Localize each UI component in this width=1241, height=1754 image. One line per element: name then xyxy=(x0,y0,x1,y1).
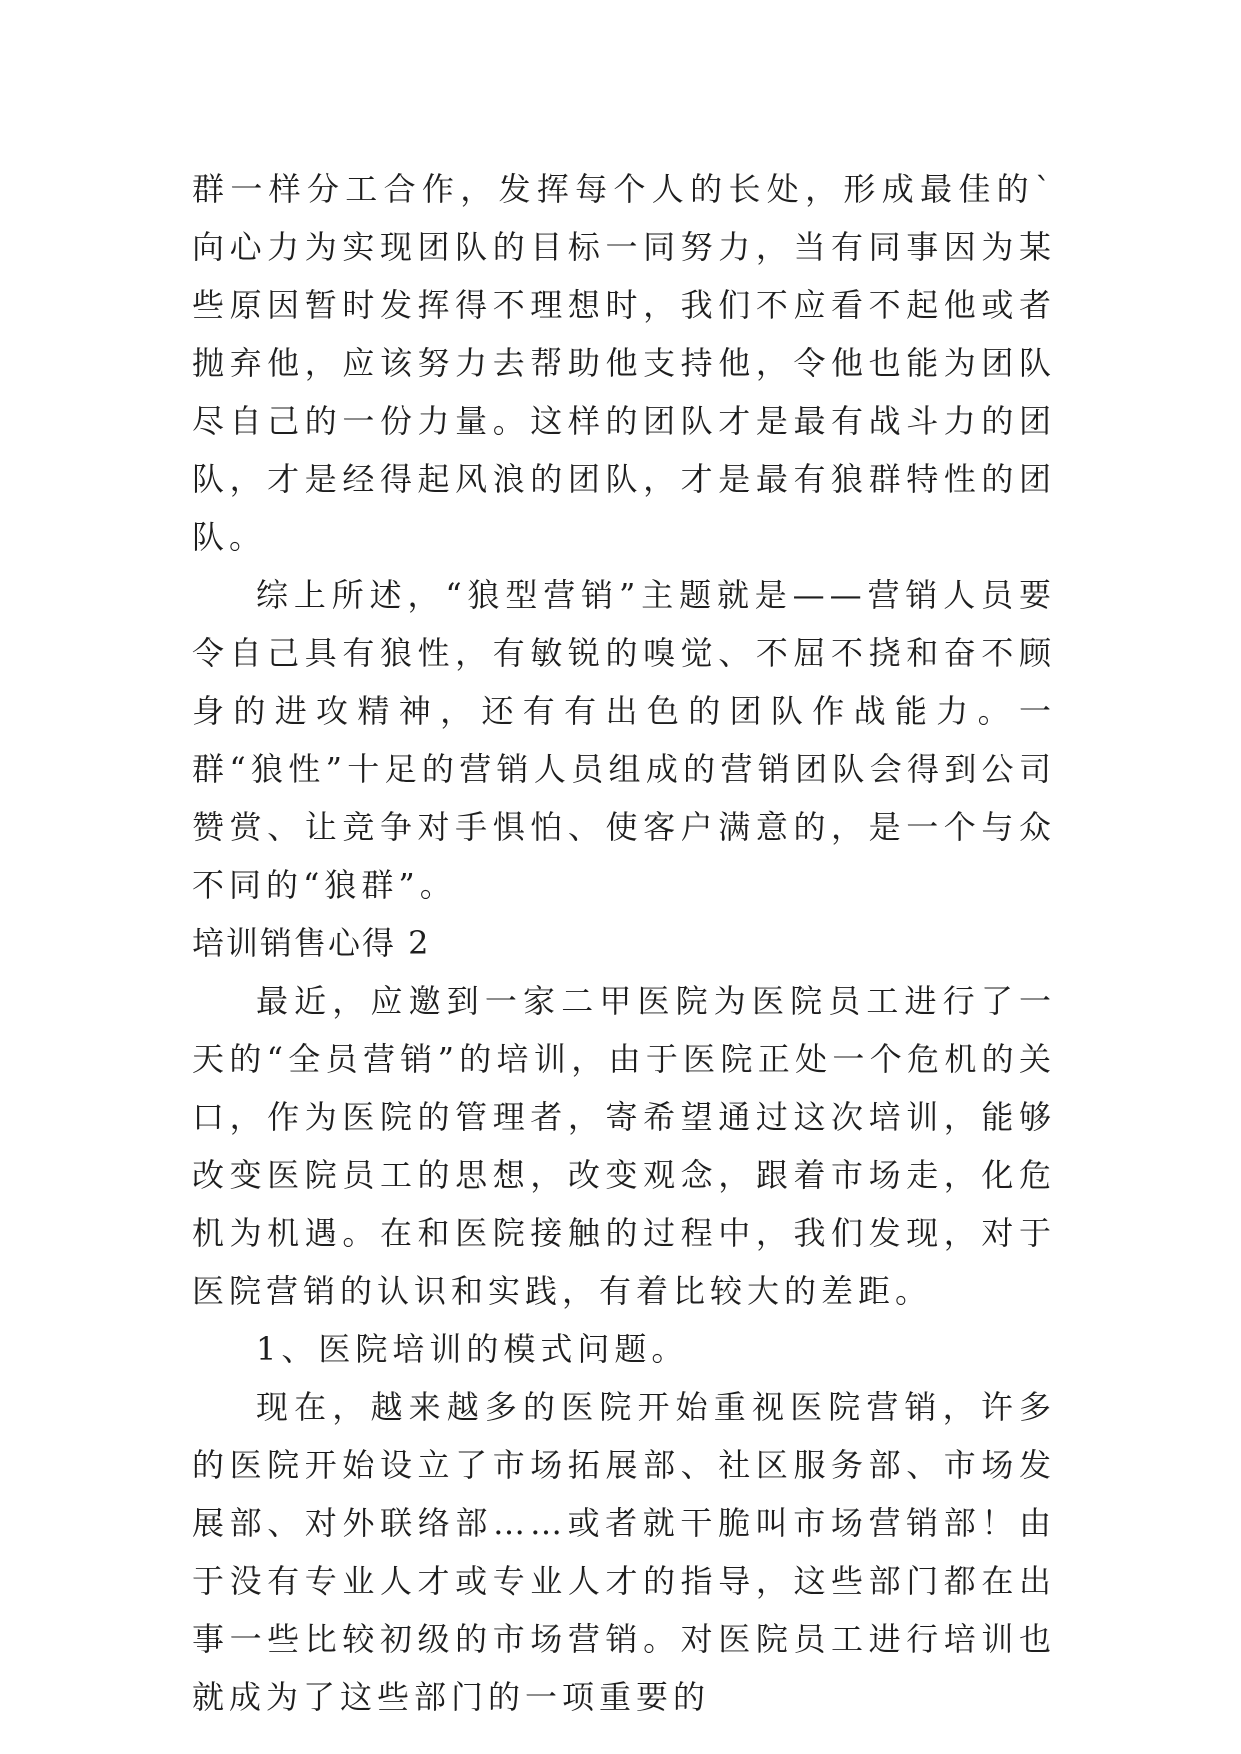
paragraph-point-heading: 1、医院培训的模式问题。 xyxy=(256,1330,689,1368)
paragraph-intro: 最近，应邀到一家二甲医院为医院员工进行了一天的“全员营销”的培训，由于医院正处一个危机的关口，作为医院的管理者，寄希望通过这次培训，能够改变医院员工的思想，改变观念，跟着市场走，化危机为机遇。在和医院接触的过程中，我们发现，对于医院营销的认识和实践，有着比较大的差距。 xyxy=(192,982,1056,1310)
paragraph-continuation: 群一样分工合作，发挥每个人的长处，形成最佳的`向心力为实现团队的目标一同努力，当有同事因为某些原因暂时发挥得不理想时，我们不应看不起他或者抛弃他，应该努力去帮助他支持他，令他也能为团队尽自己的一份力量。这样的团队才是最有战斗力的团队，才是经得起风浪的团队，才是最有狼群特性的团队。 xyxy=(192,170,1056,556)
document-page xyxy=(192,160,1056,1726)
section-title: 培训销售心得 2 xyxy=(192,924,431,962)
paragraph-summary: 综上所述，“狼型营销”主题就是——营销人员要令自己具有狼性，有敏锐的嗅觉、不屈不挠和奋不顾身的进攻精神，还有有出色的团队作战能力。一群“狼性”十足的营销人员组成的营销团队会得到公司赞赏、让竞争对手惧怕、使客户满意的，是一个与众不同的“狼群”。 xyxy=(192,576,1056,904)
paragraph-body: 现在，越来越多的医院开始重视医院营销，许多的医院开始设立了市场拓展部、社区服务部、市场发展部、对外联络部……或者就干脆叫市场营销部！由于没有专业人才或专业人才的指导，这些部门都在出事一些比较初级的市场营销。对医院员工进行培训也就成为了这些部门的一项重要的 xyxy=(192,1388,1056,1716)
